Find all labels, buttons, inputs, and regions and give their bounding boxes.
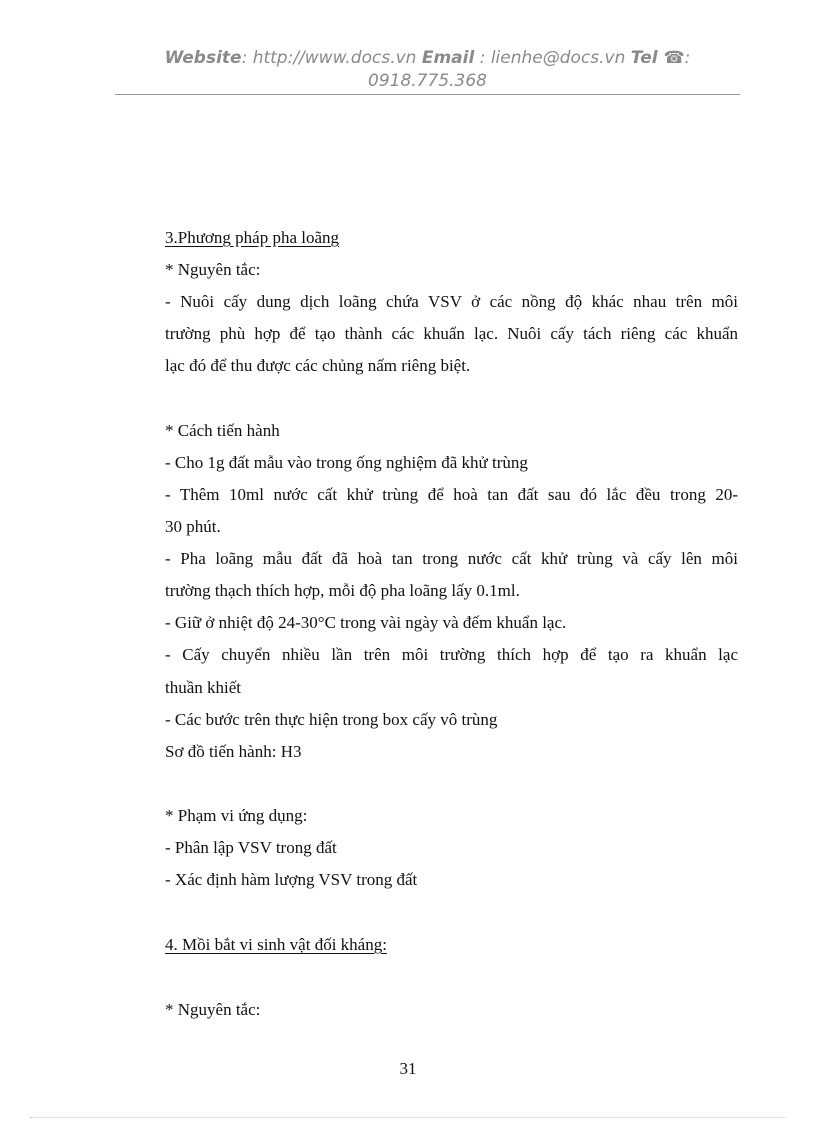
principle-line-1: - Nuôi cấy dung dịch loãng chứa VSV ở các nồng độ khác nhau trên môi [165, 292, 738, 311]
procedure-heading: * Cách tiến hành [165, 421, 280, 440]
procedure-step-2-line-2: 30 phút. [165, 517, 221, 536]
diagram-reference: Sơ đồ tiến hành: H3 [165, 742, 302, 761]
email-address: : lienhe@docs.vn [474, 48, 631, 68]
website-label: Website [164, 48, 242, 68]
procedure-step-2-line-1: - Thêm 10ml nước cất khử trùng để hoà tan đất sau đó lắc đều trong 20- [165, 485, 738, 504]
website-url: : http://www.docs.vn [241, 48, 422, 68]
procedure-step-6: - Các bước trên thực hiện trong box cấy vô trùng [165, 710, 498, 729]
page-bottom-border [30, 1117, 786, 1118]
email-label: Email [421, 48, 475, 68]
tel-label: Tel ☎ [630, 48, 685, 68]
section-4-principle-heading: * Nguyên tắc: [165, 1000, 261, 1019]
procedure-step-1: - Cho 1g đất mẫu vào trong ống nghiệm đã khử trùng [165, 453, 528, 472]
procedure-step-3-line-2: trường thạch thích hợp, mỗi độ pha loãng lấy 0.1ml. [165, 581, 520, 600]
header-contact-line [115, 47, 740, 70]
header-divider [115, 94, 740, 95]
page-header [115, 47, 740, 93]
tel-colon: : [684, 48, 691, 68]
procedure-step-3-line-1: - Pha loãng mẫu đất đã hoà tan trong nước cất khử trùng và cấy lên môi [165, 549, 738, 568]
section-3-heading: 3.Phương pháp pha loãng [165, 228, 340, 247]
principle-line-3: lạc đó để thu được các chủng nấm riêng biệt. [165, 356, 471, 375]
scope-item-2: - Xác định hàm lượng VSV trong đất [165, 870, 418, 889]
procedure-step-5-line-2: thuần khiết [165, 678, 242, 697]
phone-number: 0918.775.368 [368, 71, 487, 91]
section-4-heading: 4. Mồi bắt vi sinh vật đối kháng: [165, 935, 387, 954]
page-number: 31 [399, 1059, 417, 1078]
procedure-step-5-line-1: - Cấy chuyển nhiều lần trên môi trường thích hợp để tạo ra khuẩn lạc [165, 645, 738, 664]
scope-heading: * Phạm vi ứng dụng: [165, 806, 308, 825]
principle-heading: * Nguyên tắc: [165, 260, 261, 279]
principle-line-2: trường phù hợp để tạo thành các khuẩn lạc. Nuôi cấy tách riêng các khuẩn [165, 324, 738, 343]
procedure-step-4: - Giữ ở nhiệt độ 24-30°C trong vài ngày và đếm khuẩn lạc. [165, 613, 567, 632]
scope-item-1: - Phân lập VSV trong đất [165, 838, 337, 857]
